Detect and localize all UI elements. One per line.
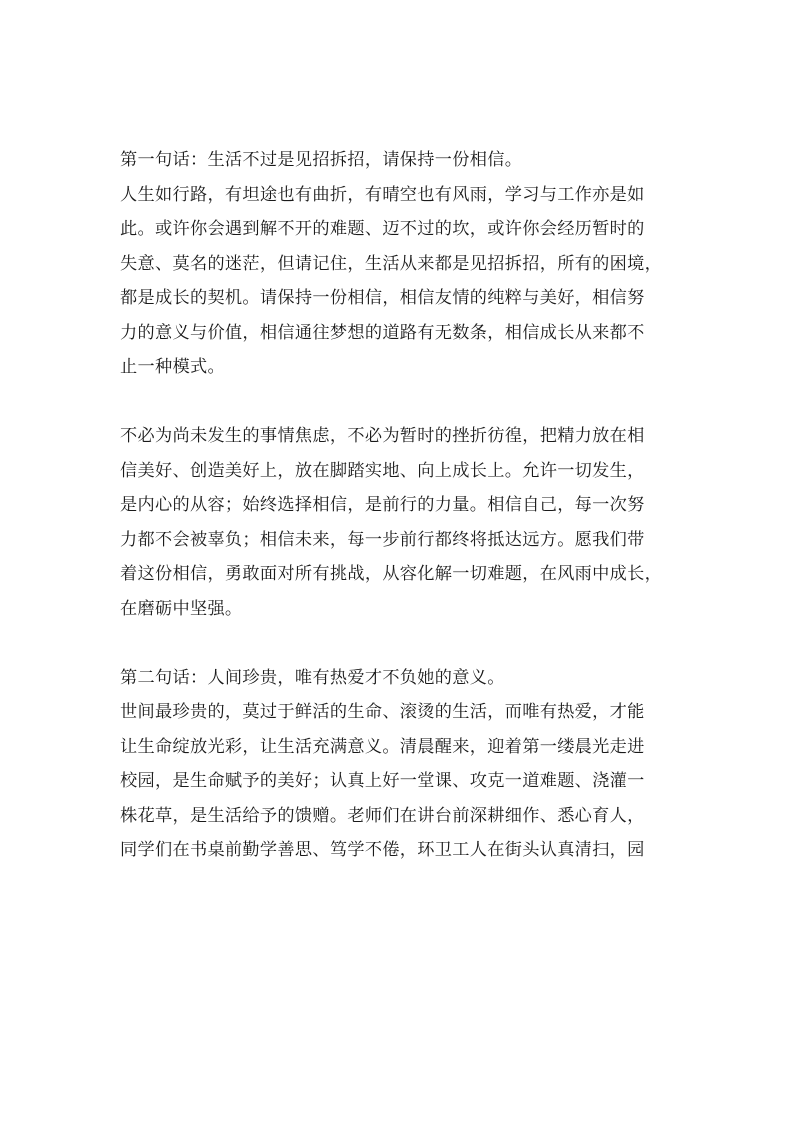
section-2-heading: 第二句话：人间珍贵，唯有热爱才不负她的意义。 <box>120 667 505 688</box>
section-1-heading: 第一句话：生活不过是见招拆招，请保持一份相信。 <box>120 150 523 170</box>
paragraph-line: 人生如行路，有坦途也有曲折，有晴空也有风雨，学习与工作亦是如 <box>120 184 645 205</box>
paragraph-spacer <box>120 385 675 420</box>
section-1-paragraph-2 <box>120 419 675 626</box>
paragraph-line: 力的意义与价值，相信通往梦想的道路有无数条，相信成长从来都不 <box>120 322 645 343</box>
paragraph-line: 是内心的从容；始终选择相信，是前行的力量。相信自己，每一次努 <box>120 495 645 515</box>
paragraph-line: 不必为尚未发生的事情焦虑，不必为暂时的挫折彷徨，把精力放在相 <box>120 426 645 446</box>
paragraph-line: 都是成长的契机。请保持一份相信，相信友情的纯粹与美好，相信努 <box>120 288 645 308</box>
paragraph-line: 在磨砺中坚强。 <box>120 598 243 619</box>
paragraph-line: 信美好、创造美好上，放在脚踏实地、向上成长上。允许一切发生， <box>120 460 645 481</box>
paragraph-line: 力都不会被辜负；相信未来，每一步前行都终将抵达远方。愿我们带 <box>120 529 645 550</box>
paragraph-line: 着这份相信，勇敢面对所有挑战，从容化解一切难题，在风雨中成长， <box>120 564 663 584</box>
paragraph-line: 止一种模式。 <box>120 357 225 377</box>
section-1-paragraph-1 <box>120 178 675 385</box>
paragraph-line: 失意、莫名的迷茫，但请记住，生活从来都是见招拆招，所有的困境， <box>120 253 663 274</box>
paragraph-line: 株花草，是生活给予的馈赠。老师们在讲台前深耕细作、悉心育人， <box>120 805 645 826</box>
paragraph-line: 同学们在书桌前勤学善思、笃学不倦，环卫工人在街头认真清扫，园 <box>120 840 645 860</box>
paragraph-line: 此。或许你会遇到解不开的难题、迈不过的坎，或许你会经历暂时的 <box>120 219 645 239</box>
paragraph-line: 世间最珍贵的，莫过于鲜活的生命、滚烫的生活，而唯有热爱，才能 <box>120 702 645 722</box>
document-body <box>120 143 675 868</box>
paragraph-line: 让生命绽放光彩，让生活充满意义。清晨醒来，迎着第一缕晨光走进 <box>120 736 645 757</box>
section-2-paragraph-1 <box>120 695 675 868</box>
paragraph-line: 校园，是生命赋予的美好；认真上好一堂课、攻克一道难题、浇灌一 <box>120 771 645 791</box>
paragraph-spacer <box>120 626 675 661</box>
